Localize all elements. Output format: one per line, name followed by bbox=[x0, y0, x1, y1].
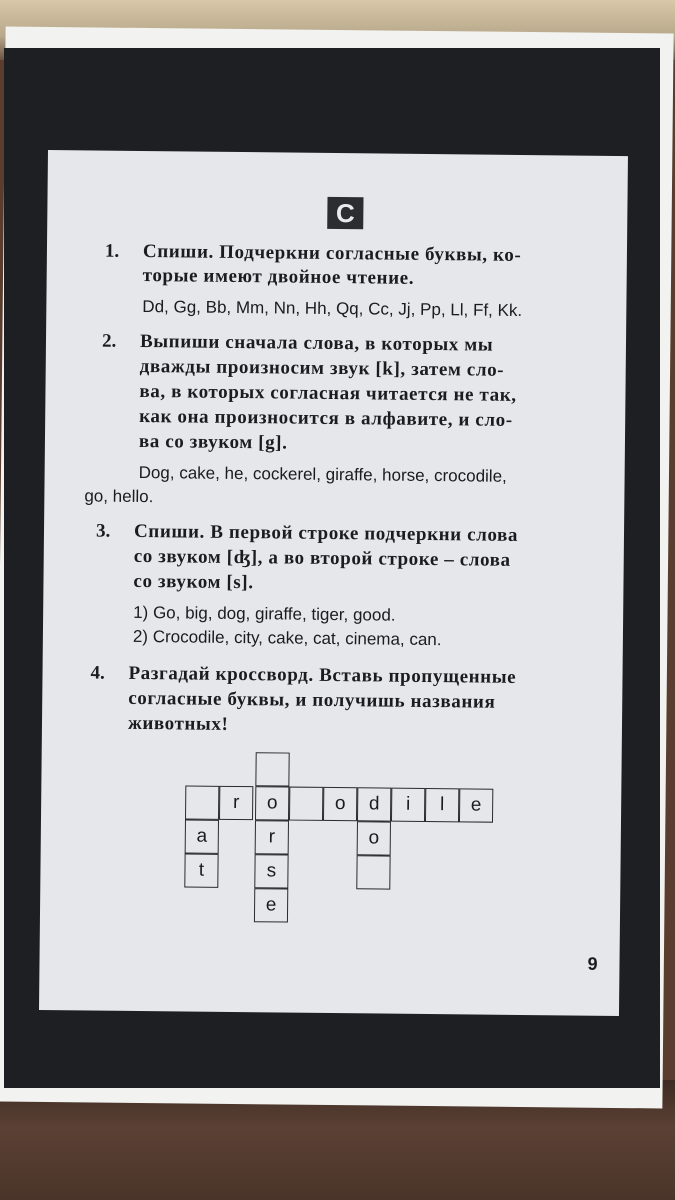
exercise-4-number: 4. bbox=[90, 662, 105, 684]
exercise-3-number: 3. bbox=[95, 520, 111, 542]
crossword-cell-r[interactable]: r bbox=[219, 786, 253, 820]
exercise-1-line-1: Спиши. Подчеркни согласные буквы, ко- bbox=[142, 241, 522, 266]
crossword-cell-empty[interactable] bbox=[185, 785, 219, 819]
crossword-cell-i[interactable]: i bbox=[391, 788, 425, 822]
exercise-3-line-3: со звуком [s]. bbox=[133, 570, 254, 594]
exercise-2-line-4: как она произносится в алфавите, и сло- bbox=[139, 405, 513, 431]
exercise-3-words-2: 2) Crocodile, city, cake, cat, cinema, can. bbox=[132, 626, 442, 650]
exercise-2-words-2: go, hello. bbox=[84, 486, 154, 507]
crossword-cell-o[interactable]: o bbox=[323, 787, 357, 821]
crossword-cell-empty[interactable] bbox=[255, 752, 289, 786]
section-badge: C bbox=[327, 197, 363, 229]
exercise-3-words-1: 1) Go, big, dog, giraffe, tiger, good. bbox=[133, 602, 396, 625]
workbook-page bbox=[39, 150, 628, 1016]
exercise-2-words-1: Dog, cake, he, cockerel, giraffe, horse, crocodile, bbox=[138, 462, 507, 486]
exercise-3-line-1: Спиши. В первой строке подчеркни слова bbox=[133, 520, 519, 546]
exercise-2-line-1: Выпиши сначала слова, в которых мы bbox=[139, 330, 494, 356]
crossword-cell-e[interactable]: e bbox=[254, 888, 288, 922]
exercise-1-number: 1. bbox=[104, 240, 120, 262]
exercise-2-line-2: дважды произносим звук [k], затем сло- bbox=[139, 355, 505, 381]
crossword-cell-empty[interactable] bbox=[289, 787, 323, 821]
exercise-4-line-3: животных! bbox=[127, 712, 229, 735]
exercise-4-line-2: согласные буквы, и получишь названия bbox=[128, 687, 496, 713]
crossword-cell-o[interactable]: o bbox=[357, 821, 391, 855]
crossword-cell-empty[interactable] bbox=[356, 855, 390, 889]
crossword-grid bbox=[39, 150, 628, 1016]
exercise-2-number: 2. bbox=[101, 330, 117, 352]
page-number: 9 bbox=[587, 953, 598, 974]
crossword-cell-s[interactable]: s bbox=[254, 854, 288, 888]
crossword-cell-l[interactable]: l bbox=[425, 788, 459, 822]
exercise-3-line-2: со звуком [ʤ], а во второй строке – слова bbox=[133, 545, 511, 571]
crossword-cell-t[interactable]: t bbox=[184, 853, 218, 887]
exercise-2-line-3: ва, в которых согласная читается не так, bbox=[139, 380, 517, 406]
crossword-cell-d[interactable]: d bbox=[357, 787, 391, 821]
crossword-cell-e[interactable]: e bbox=[459, 788, 493, 822]
crossword-cell-o[interactable]: o bbox=[255, 786, 289, 820]
exercise-4-line-1: Разгадай кроссворд. Вставь пропущенные bbox=[128, 662, 517, 688]
crossword-cell-r[interactable]: r bbox=[255, 820, 289, 854]
exercise-2-line-5: ва со звуком [g]. bbox=[138, 430, 288, 454]
exercise-1-line-2: торые имеют двойное чтение. bbox=[142, 264, 415, 289]
crossword-cell-a[interactable]: a bbox=[185, 819, 219, 853]
exercise-1-words: Dd, Gg, Bb, Mm, Nn, Hh, Qq, Cc, Jj, Pp, Ll, Ff, Kk. bbox=[142, 296, 523, 320]
